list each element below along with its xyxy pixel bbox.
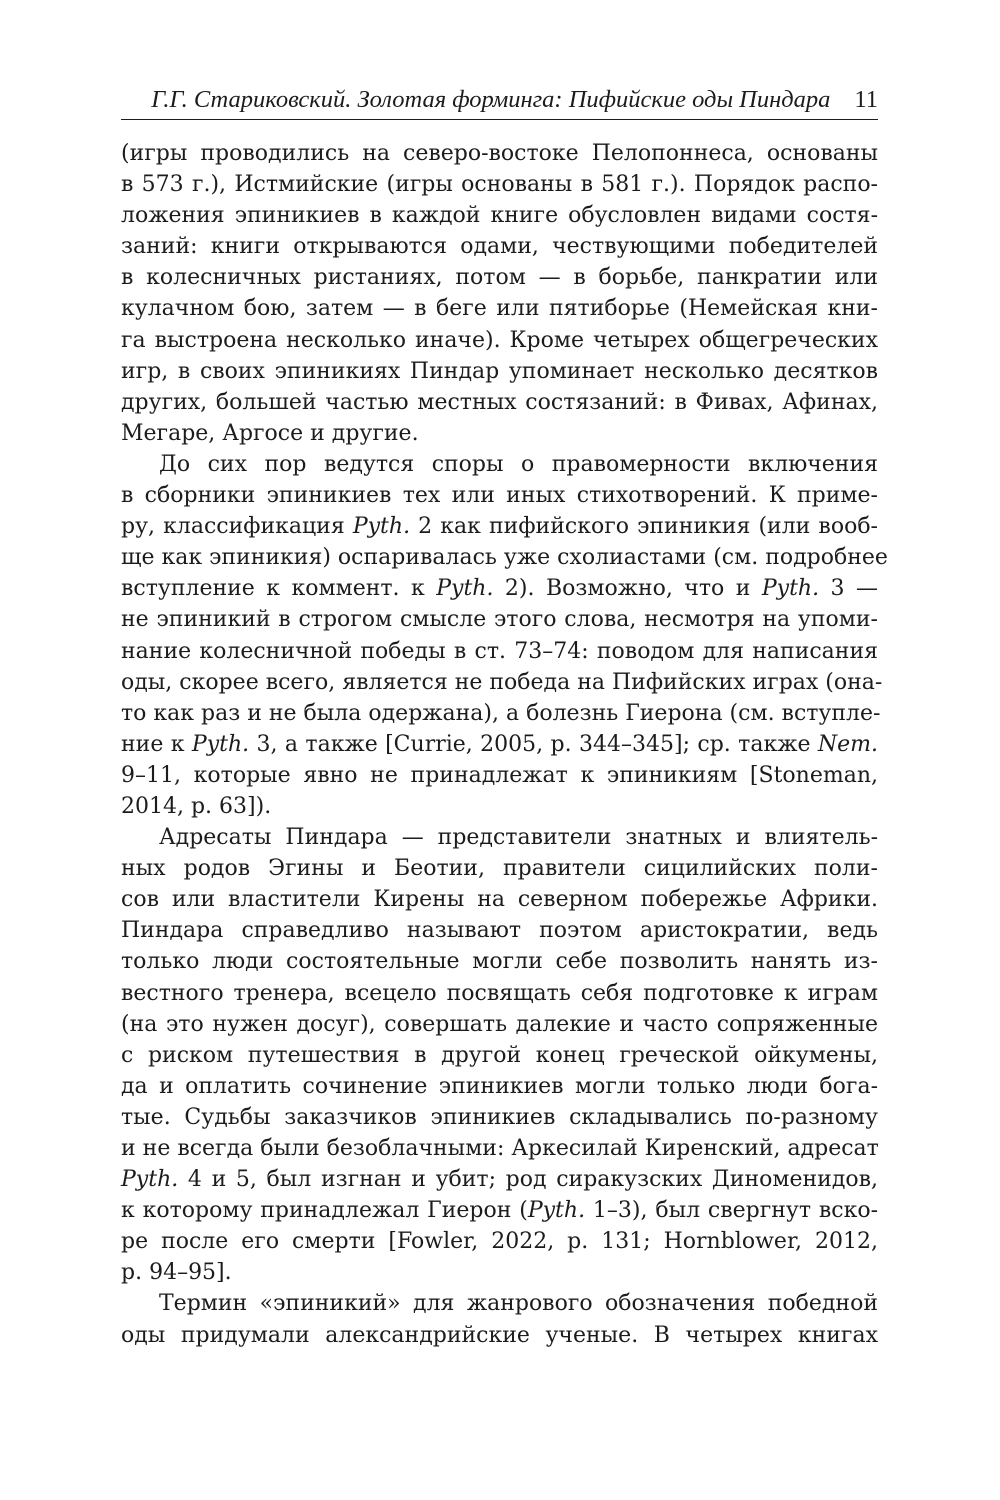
text-segment: в сборники эпиникиев тех или иных стихотворений. К приме- — [121, 483, 878, 509]
text-line — [121, 1071, 878, 1102]
text-line — [121, 231, 878, 262]
text-segment: га выстроена несколько иначе). Кроме четырех общегреческих — [121, 327, 878, 353]
text-segment: других, большей частью местных состязаний: в Фивах, Афинах, — [121, 389, 878, 415]
text-segment: сов или властители Кирены на северном побережье Африки. — [121, 887, 878, 913]
text-segment: Пиндара справедливо называют поэтом аристократии, ведь — [121, 918, 878, 944]
text-line — [121, 1133, 878, 1164]
text-segment: к которому принадлежал Гиерон ( — [121, 1198, 528, 1224]
text-line — [121, 1164, 878, 1195]
text-line — [121, 262, 878, 293]
text-segment: вестного тренера, всецело посвящать себя подготовке к играм — [121, 980, 878, 1006]
text-line — [121, 1102, 878, 1133]
text-line — [121, 169, 878, 200]
text-segment: 3, а также [Currie, 2005, p. 344–345]; ср. также — [249, 731, 818, 757]
text-line — [121, 915, 878, 946]
text-line — [121, 511, 878, 542]
text-segment: ще как эпиникия) оспаривалась уже схолиастами (см. подробнее — [121, 545, 888, 571]
text-line — [121, 1226, 878, 1257]
paragraph — [121, 138, 878, 449]
text-line — [121, 946, 878, 977]
text-segment: Мегаре, Аргосе и другие. — [121, 420, 419, 446]
text-segment: До сих пор ведутся споры о правомерности включения — [159, 451, 878, 477]
text-segment: не эпиникий в строгом смысле этого слова, несмотря на упоми- — [121, 607, 878, 633]
italic-reference: Pyth. — [436, 576, 494, 602]
page-number: 11 — [854, 86, 878, 113]
text-line — [121, 822, 878, 853]
text-line — [121, 853, 878, 884]
text-segment: только люди состоятельные могли себе позволить нанять из- — [121, 949, 878, 975]
text-line — [121, 667, 883, 698]
text-segment: 4 и 5, был изгнан и убит; род сиракузских Диноменидов, — [178, 1167, 878, 1193]
text-segment: ние к — [121, 731, 192, 757]
text-segment: игр, в своих эпиникиях Пиндар упоминает несколько десятков — [121, 358, 878, 384]
text-segment: оды, скорее всего, является не победа на Пифийских играх (она- — [121, 669, 883, 695]
body-text — [121, 138, 888, 1351]
text-segment: нание колесничной победы в ст. 73–74: поводом для написания — [121, 638, 878, 664]
text-segment: p. 94–95]. — [121, 1260, 232, 1286]
text-line — [121, 200, 878, 231]
text-line — [121, 1009, 878, 1040]
text-segment: 9–11, которые явно не принадлежат к эпиникиям [Stoneman, — [121, 762, 878, 788]
text-line — [121, 636, 878, 667]
paragraph — [121, 1288, 878, 1350]
text-segment: заний: книги открываются одами, чествующими победителей — [121, 234, 878, 260]
text-line — [121, 138, 878, 169]
italic-reference: Pyth. — [121, 1167, 179, 1193]
italic-reference: Pyth. — [191, 731, 250, 757]
text-segment: в 573 г.), Истмийские (игры основаны в 581 г.). Порядок распо- — [121, 172, 878, 198]
text-line — [121, 387, 878, 418]
text-segment: с риском путешествия в другой конец греческой ойкумены, — [121, 1042, 878, 1068]
text-segment: то как раз и не была одержана), а болезнь Гиерона (см. вступле- — [121, 700, 881, 726]
text-line — [121, 698, 881, 729]
text-segment: и не всегда были безоблачными: Аркесилай Киренский, адресат — [121, 1136, 879, 1161]
text-line — [121, 449, 878, 480]
text-line — [121, 978, 878, 1009]
paragraph — [121, 449, 888, 822]
text-line — [121, 480, 878, 511]
text-segment: ру, классификация — [121, 514, 353, 540]
text-segment: 1–3), был свергнут вско- — [585, 1198, 878, 1224]
text-segment: оды придумали александрийские ученые. В четырех книгах — [121, 1322, 878, 1348]
text-line — [121, 1257, 878, 1288]
text-segment: Термин «эпиникий» для жанрового обозначения победной — [159, 1291, 878, 1317]
italic-reference: Pyth. — [352, 514, 411, 540]
running-head-title: Г.Г. Стариковский. Золотая форминга: Пифийские оды Пиндара — [151, 86, 831, 113]
text-segment: 2 как пифийского эпиникия (или вооб- — [410, 514, 878, 540]
text-segment: (игры проводились на северо-востоке Пелопоннеса, основаны — [121, 141, 878, 166]
italic-reference: Nem. — [817, 731, 878, 757]
text-segment: тые. Судьбы заказчиков эпиникиев складывались по-разному — [121, 1104, 878, 1130]
text-segment: 2). Возможно, что и — [493, 576, 762, 602]
text-segment: да и оплатить сочинение эпиникиев могли только люди бога- — [121, 1073, 878, 1099]
text-line — [121, 1195, 878, 1226]
italic-reference: Pyth. — [527, 1198, 586, 1224]
paragraph — [121, 822, 878, 1288]
text-line — [121, 293, 878, 324]
text-segment: Адресаты Пиндара — представители знатных и влиятель- — [159, 825, 878, 851]
text-line — [121, 1320, 878, 1351]
text-segment: (на это нужен досуг), совершать далекие и часто сопряженные — [121, 1011, 878, 1037]
text-line — [121, 884, 878, 915]
text-segment: ре после его смерти [Fowler, 2022, p. 131; Hornblower, 2012, — [121, 1229, 878, 1255]
text-line — [121, 542, 888, 573]
text-segment: 2014, p. 63]). — [121, 793, 272, 819]
text-line — [121, 729, 878, 760]
text-segment: кулачном бою, затем — в беге или пятиборье (Немейская кни- — [121, 296, 878, 322]
text-segment: в колесничных ристаниях, потом — в борьбе, панкратии или — [121, 265, 878, 291]
text-line — [121, 791, 878, 822]
text-line — [121, 573, 878, 604]
running-head — [121, 84, 878, 120]
text-line — [121, 604, 878, 635]
text-segment: ложения эпиникиев в каждой книге обусловлен видами состя- — [121, 203, 878, 229]
page — [121, 84, 888, 1351]
italic-reference: Pyth. — [761, 576, 820, 602]
text-line — [121, 418, 878, 449]
text-segment: 3 — — [819, 576, 878, 602]
text-segment: вступление к коммент. к — [121, 576, 437, 602]
text-line — [121, 356, 878, 387]
text-line — [121, 325, 878, 356]
text-line — [121, 1288, 878, 1319]
text-line — [121, 760, 878, 791]
text-line — [121, 1040, 878, 1071]
text-segment: ных родов Эгины и Беотии, правители сицилийских поли- — [121, 856, 878, 882]
